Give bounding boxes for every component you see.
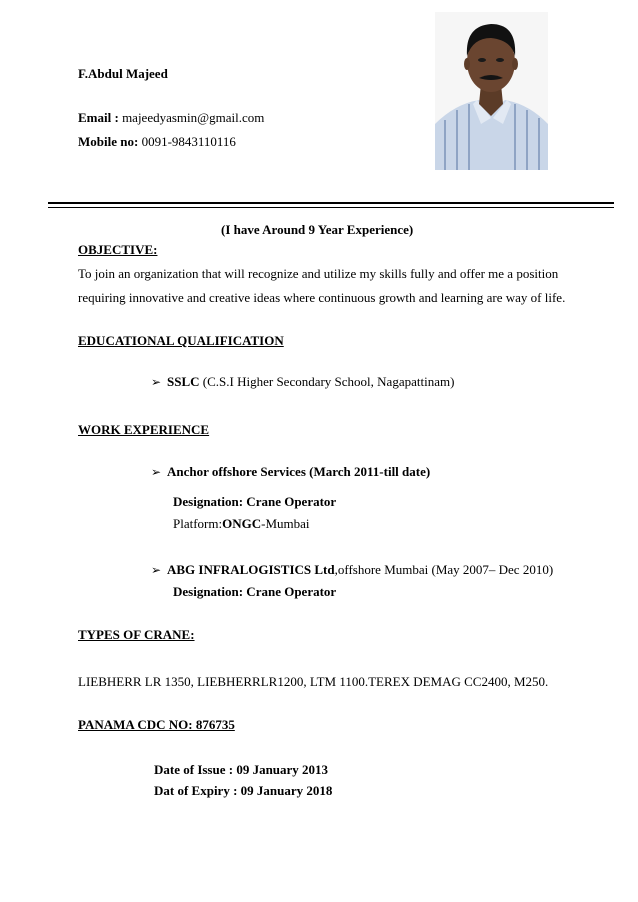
job-1-designation: Designation: Crane Operator	[173, 494, 337, 509]
candidate-name: F.Abdul Majeed	[78, 66, 168, 81]
objective-line-1: To join an organization that will recognize and utilize my skills fully and offer me a position	[78, 266, 559, 281]
cdc-heading: PANAMA CDC NO: 876735	[78, 717, 235, 732]
education-item	[151, 374, 454, 390]
job-1-company: Anchor offshore Services (March 2011-till date)	[167, 464, 431, 479]
cranes-list: LIEBHERR LR 1350, LIEBHERRLR1200, LTM 1100.TEREX DEMAG CC2400, M250.	[78, 674, 549, 689]
cdc-expiry-date: Dat of Expiry : 09 January 2018	[154, 783, 333, 798]
email-line	[78, 110, 264, 126]
job-1-platform-location: -Mumbai	[261, 516, 310, 531]
objective-line-2: requiring innovative and creative ideas where continuous growth and learning are way of life.	[78, 290, 566, 305]
work-heading: WORK EXPERIENCE	[78, 422, 210, 437]
arrow-bullet-icon: ➢	[151, 563, 162, 577]
objective-heading: OBJECTIVE:	[78, 242, 158, 257]
profile-photo	[435, 12, 548, 170]
education-qualification: SSLC	[167, 374, 200, 389]
job-1-platform-client: ONGC	[222, 516, 262, 531]
experience-banner: (I have Around 9 Year Experience)	[221, 222, 414, 237]
email-label: Email :	[78, 110, 119, 125]
mobile-line	[78, 134, 236, 150]
job-1-platform	[173, 516, 310, 532]
education-heading: EDUCATIONAL QUALIFICATION	[78, 333, 284, 348]
email-value[interactable]: majeedyasmin@gmail.com	[122, 110, 265, 125]
job-2-company-details: ,offshore Mumbai (May 2007– Dec 2010)	[334, 562, 554, 577]
mobile-label: Mobile no:	[78, 134, 139, 149]
job-2-designation: Designation: Crane Operator	[173, 584, 337, 599]
header-divider-thin	[48, 207, 614, 208]
job-1-platform-label: Platform:	[173, 516, 223, 531]
arrow-bullet-icon: ➢	[151, 465, 162, 479]
job-2-company: ABG INFRALOGISTICS Ltd	[167, 562, 335, 577]
education-school: (C.S.I Higher Secondary School, Nagapattinam)	[199, 374, 455, 389]
arrow-bullet-icon: ➢	[151, 375, 162, 389]
job-2-company-line	[151, 562, 553, 578]
cdc-issue-date: Date of Issue : 09 January 2013	[154, 762, 329, 777]
mobile-value: 0091-9843110116	[141, 134, 236, 149]
job-1-company-line	[151, 464, 430, 480]
header-divider-thick	[48, 202, 614, 204]
cranes-heading: TYPES OF CRANE:	[78, 627, 195, 642]
